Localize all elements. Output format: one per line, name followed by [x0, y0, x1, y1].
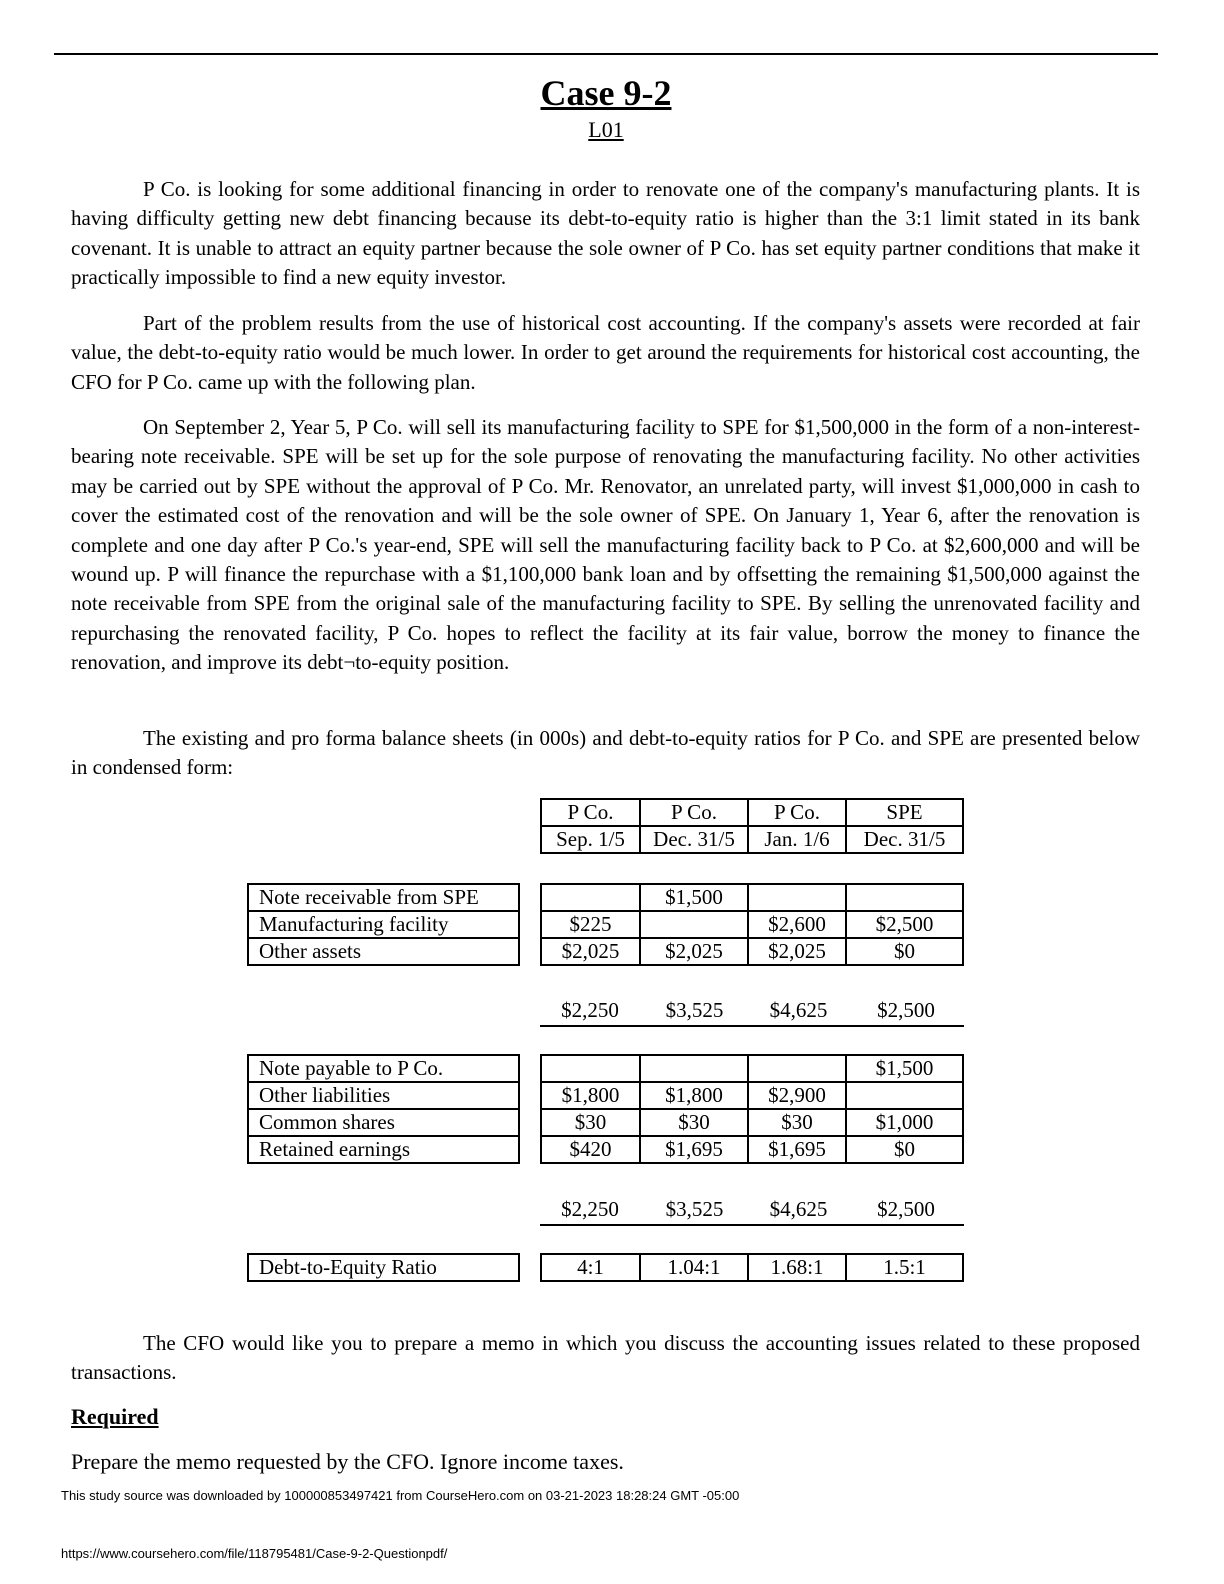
- table-cell: $225: [541, 911, 640, 938]
- ratio-cell: 4:1: [541, 1254, 640, 1281]
- table-cell: $2,025: [748, 938, 846, 965]
- row-label: Other liabilities: [248, 1082, 519, 1109]
- header-entity: SPE: [846, 799, 963, 826]
- table-cell: $1,000: [846, 1109, 963, 1136]
- header-entity: P Co.: [748, 799, 846, 826]
- total-underline: [540, 1224, 964, 1226]
- total-value: $2,500: [877, 1197, 935, 1221]
- top-rule: [54, 53, 1158, 55]
- row-label: Other assets: [248, 938, 519, 965]
- total-value: $3,525: [665, 1197, 724, 1221]
- table-cell: [846, 1082, 963, 1109]
- table-cell: $2,500: [846, 911, 963, 938]
- ratio-values: [540, 1253, 964, 1282]
- source-url[interactable]: https://www.coursehero.com/file/118795481/Case-9-2-Questionpdf/: [61, 1546, 448, 1561]
- total-value: $2,500: [877, 998, 935, 1022]
- liability-equity-labels: [247, 1054, 520, 1164]
- table-cell: $2,025: [640, 938, 748, 965]
- row-label: Common shares: [248, 1109, 519, 1136]
- row-label: Debt-to-Equity Ratio: [248, 1254, 519, 1281]
- total-value: $2,250: [561, 998, 619, 1022]
- asset-totals: [540, 998, 964, 1023]
- table-cell: $2,025: [541, 938, 640, 965]
- paragraph-3: On September 2, Year 5, P Co. will sell its manufacturing facility to SPE for $1,500,000 in the form of a non-interest-bearing note receivable. SPE will be set up for the sole purpose of renovating the manufacturing facility. No other activities may be carried out by SPE without the approval of P Co. Mr. Renovator, an unrelated party, will invest $1,000,000 in cash to cover the estimated cost of the renovation and will be the sole owner of SPE. On January 1, Year 6, after the renovation is complete and one day after P Co.'s year-end, SPE will sell the manufacturing facility back to P Co. at $2,600,000 and will be wound up. P will finance the repurchase with a $1,100,000 bank loan and by offsetting the remaining $1,500,000 against the note receivable from SPE from the original sale of the manufacturing facility to SPE. By selling the unrenovated facility and repurchasing the renovated facility, P Co. hopes to reflect the facility at its fair value, borrow the money to finance the renovation, and improve its debt¬to-equity position.: [71, 415, 1140, 675]
- total-value: $4,625: [769, 998, 828, 1022]
- ratio-label-box: [247, 1253, 520, 1282]
- table-cell: [846, 884, 963, 911]
- table-cell: [541, 884, 640, 911]
- row-label: Note receivable from SPE: [248, 884, 519, 911]
- table-cell: $1,500: [846, 1055, 963, 1082]
- row-label: Retained earnings: [248, 1136, 519, 1163]
- total-value: $3,525: [665, 998, 724, 1022]
- ratio-cell: 1.68:1: [748, 1254, 846, 1281]
- table-cell: $1,800: [640, 1082, 748, 1109]
- header-date: Dec. 31/5: [640, 826, 748, 853]
- table-cell: $2,600: [748, 911, 846, 938]
- paragraph-1: P Co. is looking for some additional financing in order to renovate one of the company's manufacturing plants. It is having difficulty getting new debt financing because its debt-to-equity ratio is higher than the 3:1 limit stated in its bank covenant. It is unable to attract an equity partner because the sole owner of P Co. has set equity partner conditions that make it practically impossible to find a new equity investor.: [71, 177, 1140, 290]
- ratio-cell: 1.04:1: [640, 1254, 748, 1281]
- table-cell: $30: [748, 1109, 846, 1136]
- table-cell: $1,500: [640, 884, 748, 911]
- total-value: $4,625: [769, 1197, 828, 1221]
- table-cell: $420: [541, 1136, 640, 1163]
- table-cell: [541, 1055, 640, 1082]
- row-label: Note payable to P Co.: [248, 1055, 519, 1082]
- table-cell: [640, 911, 748, 938]
- header-date: Dec. 31/5: [846, 826, 963, 853]
- table-cell: $1,800: [541, 1082, 640, 1109]
- header-date: Sep. 1/5: [541, 826, 640, 853]
- table-cell: [640, 1055, 748, 1082]
- ratio-cell: 1.5:1: [846, 1254, 963, 1281]
- table-cell: $0: [846, 938, 963, 965]
- table-cell: $30: [541, 1109, 640, 1136]
- table-cell: $30: [640, 1109, 748, 1136]
- column-headers: [540, 798, 964, 854]
- table-cell: [748, 1055, 846, 1082]
- paragraph-2: Part of the problem results from the use of historical cost accounting. If the company's assets were recorded at fair value, the debt-to-equity ratio would be much lower. In order to get around the requirements for historical cost accounting, the CFO for P Co. came up with the following plan.: [71, 311, 1140, 394]
- table-cell: [748, 884, 846, 911]
- required-heading: Required: [71, 1404, 159, 1429]
- table-cell: $2,900: [748, 1082, 846, 1109]
- header-entity: P Co.: [640, 799, 748, 826]
- total-value: $2,250: [561, 1197, 619, 1221]
- learning-objective: L01: [588, 117, 624, 142]
- case-title: Case 9-2: [540, 73, 672, 113]
- liability-equity-values: [540, 1054, 964, 1164]
- table-cell: $0: [846, 1136, 963, 1163]
- required-text: Prepare the memo requested by the CFO. Ignore income taxes.: [71, 1449, 624, 1474]
- row-label: Manufacturing facility: [248, 911, 519, 938]
- download-notice: This study source was downloaded by 100000853497421 from CourseHero.com on 03-21-2023 18:28:24 GMT -05:00: [61, 1488, 740, 1503]
- table-cell: $1,695: [748, 1136, 846, 1163]
- paragraph-4: The existing and pro forma balance sheets (in 000s) and debt-to-equity ratios for P Co. and SPE are presented below in condensed form:: [71, 726, 1140, 780]
- header-entity: P Co.: [541, 799, 640, 826]
- total-underline: [540, 1025, 964, 1027]
- liability-equity-totals: [540, 1197, 964, 1222]
- asset-values: [540, 883, 964, 966]
- paragraph-5: The CFO would like you to prepare a memo in which you discuss the accounting issues related to these proposed transactions.: [71, 1331, 1140, 1385]
- header-date: Jan. 1/6: [748, 826, 846, 853]
- table-cell: $1,695: [640, 1136, 748, 1163]
- asset-labels: [247, 883, 520, 966]
